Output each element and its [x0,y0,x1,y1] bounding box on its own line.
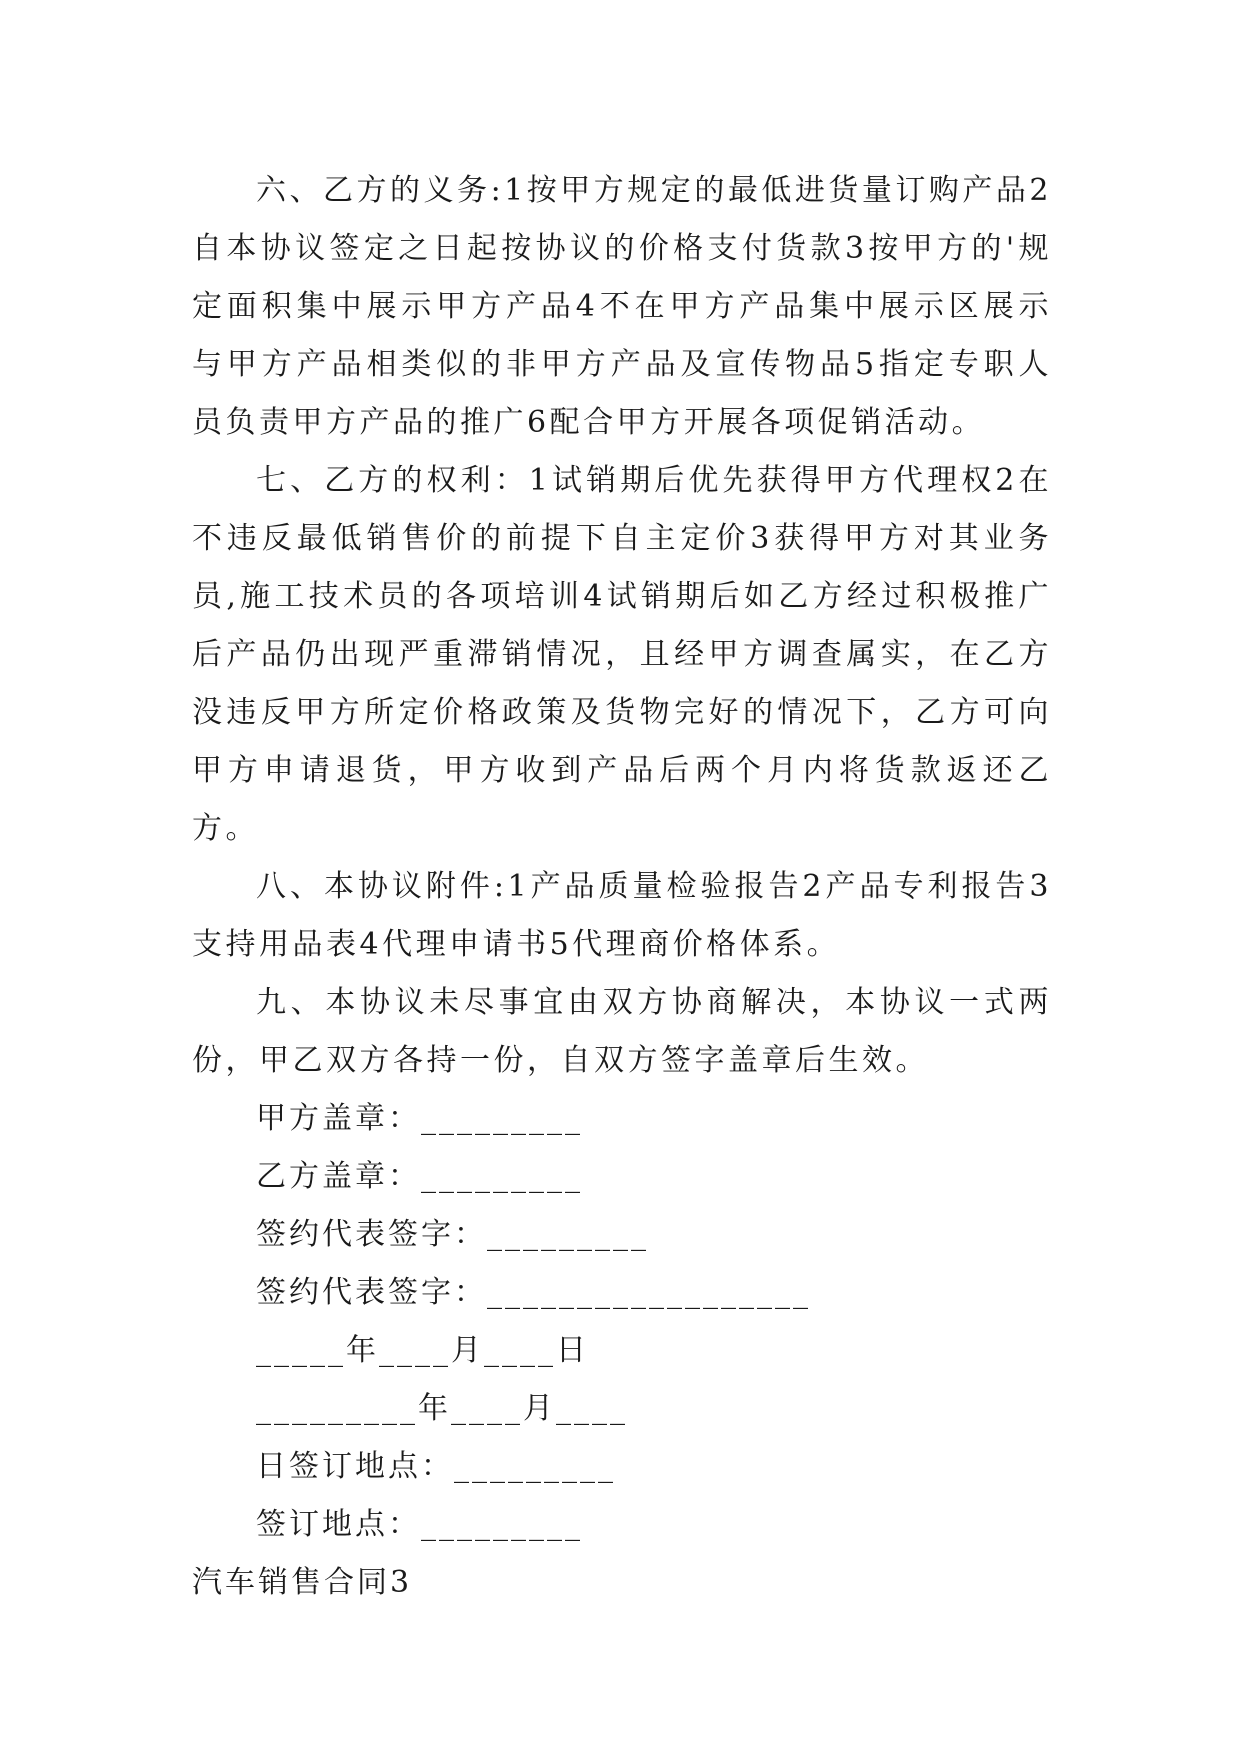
representative-signature-line-b: 签约代表签字：__________________ [256,1275,811,1310]
signing-location-line-a: 日签订地点：_________ [256,1449,616,1484]
representative-signature-line-a: 签约代表签字：_________ [256,1217,649,1252]
date-line-b: _________年____月____ [256,1391,628,1426]
signing-location-line-b: 签订地点：_________ [256,1507,583,1542]
date-line-a: _____年____月____日 [256,1333,589,1368]
party-a-seal-line: 甲方盖章：_________ [256,1101,583,1136]
party-b-seal-line: 乙方盖章：_________ [256,1159,583,1194]
document-body [192,162,1052,1612]
clause-eight-attachments: 八、本协议附件:1产品质量检验报告2产品专利报告3支持用品表4代理申请书5代理商价格体系。 [192,869,1052,962]
clause-six-obligations: 六、乙方的义务:1按甲方规定的最低进货量订购产品2自本协议签定之日起按协议的价格支付货款3按甲方的'规定面积集中展示甲方产品4不在甲方产品集中展示区展示与甲方产品相类似的非甲方产品及宣传物品5指定专职人员负责甲方产品的推广6配合甲方开展各项促销活动。 [192,173,1052,440]
clause-seven-rights: 七、乙方的权利：1试销期后优先获得甲方代理权2在不违反最低销售价的前提下自主定价3获得甲方对其业务员,施工技术员的各项培训4试销期后如乙方经过积极推广后产品仍出现严重滞销情况，且经甲方调查属实，在乙方没违反甲方所定价格政策及货物完好的情况下，乙方可向甲方申请退货，甲方收到产品后两个月内将货款返还乙方。 [192,463,1052,846]
clause-nine-misc: 九、本协议未尽事宜由双方协商解决，本协议一式两份，甲乙双方各持一份，自双方签字盖章后生效。 [192,985,1052,1078]
next-contract-heading: 汽车销售合同3 [192,1565,413,1600]
